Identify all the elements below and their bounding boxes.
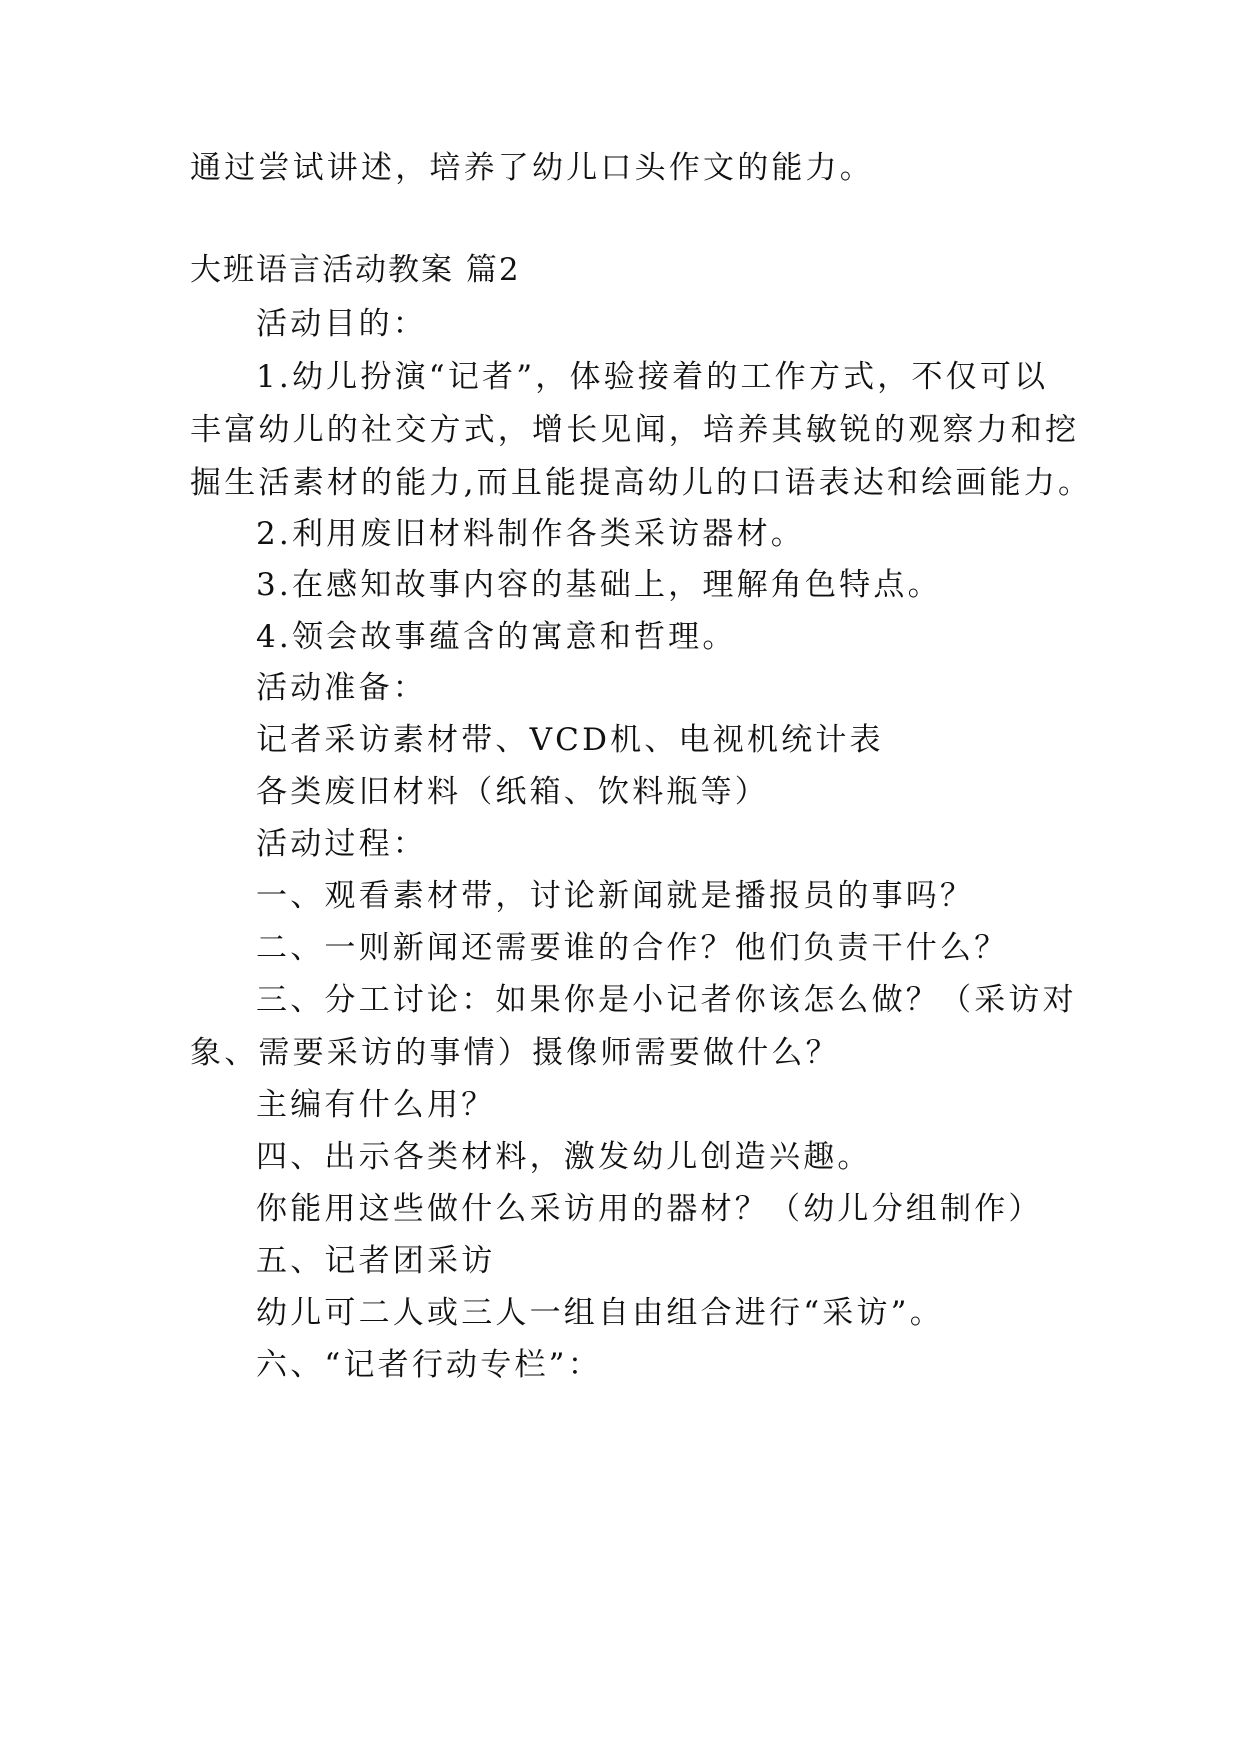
paragraph-line: 幼儿可二人或三人一组自由组合进行“采访”。 <box>256 1295 944 1331</box>
subheading-activity-process: 活动过程： <box>256 826 427 862</box>
paragraph-line: 一、观看素材带，讨论新闻就是播报员的事吗？ <box>256 878 975 914</box>
paragraph-line: 你能用这些做什么采访用的器材？（幼儿分组制作） <box>256 1191 1043 1227</box>
paragraph-line: 各类废旧材料（纸箱、饮料瓶等） <box>256 774 769 810</box>
paragraph-line: 六、“记者行动专栏”： <box>256 1347 602 1383</box>
subheading-activity-preparation: 活动准备： <box>256 670 427 706</box>
paragraph-line: 4.领会故事蕴含的寓意和哲理。 <box>256 619 737 655</box>
paragraph-line: 记者采访素材带、VCD机、电视机统计表 <box>256 722 884 758</box>
paragraph-line: 丰富幼儿的社交方式，增长见闻，培养其敏锐的观察力和挖 <box>190 412 1080 448</box>
paragraph-line: 三、分工讨论：如果你是小记者你该怎么做？（采访对 <box>256 982 1077 1018</box>
paragraph-line: 3.在感知故事内容的基础上，理解角色特点。 <box>256 567 942 603</box>
paragraph-line: 通过尝试讲述，培养了幼儿口头作文的能力。 <box>190 150 874 186</box>
paragraph-line: 五、记者团采访 <box>256 1243 496 1279</box>
paragraph-line: 2.利用废旧材料制作各类采访器材。 <box>256 516 805 552</box>
paragraph-line: 二、一则新闻还需要谁的合作？他们负责干什么？ <box>256 930 1009 966</box>
paragraph-line: 象、需要采访的事情）摄像师需要做什么？ <box>190 1035 840 1071</box>
subheading-activity-goals: 活动目的： <box>256 306 427 342</box>
paragraph-line: 四、出示各类材料，激发幼儿创造兴趣。 <box>256 1139 872 1175</box>
paragraph-line: 掘生活素材的能力,而且能提高幼儿的口语表达和绘画能力。 <box>190 465 1093 501</box>
paragraph-line: 主编有什么用？ <box>256 1087 496 1123</box>
paragraph-line: 1.幼儿扮演“记者”，体验接着的工作方式，不仅可以 <box>256 359 1049 395</box>
section-heading: 大班语言活动教案 篇2 <box>190 252 521 288</box>
